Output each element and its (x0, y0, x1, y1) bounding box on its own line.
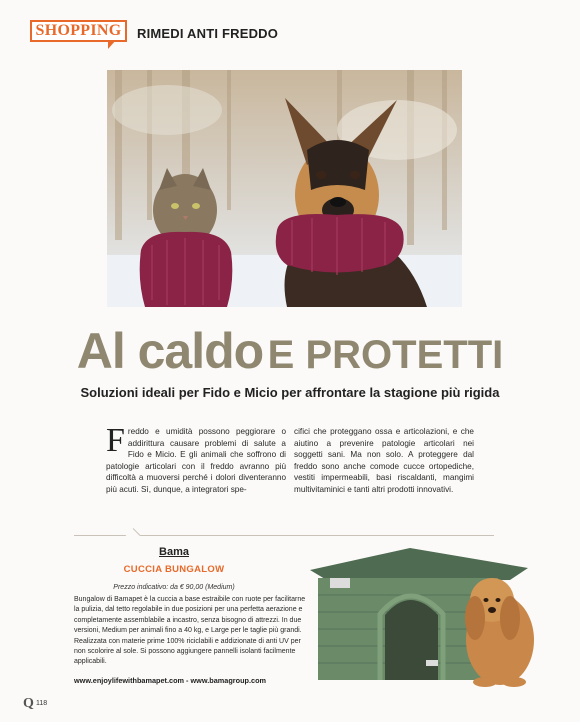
headline-part2: E PROTETTI (267, 333, 504, 377)
product-brand: Bama (159, 546, 189, 558)
subtitle: Soluzioni ideali per Fido e Micio per affrontare la stagione più rigida (80, 385, 500, 400)
shopping-badge-label: SHOPPING (35, 22, 122, 39)
product-name: CUCCIA BUNGALOW (123, 564, 225, 575)
product-description: Bungalow di Bamapet è la cuccia a base estraibile con ruote per facilitarne la pulizia, dal tetto regolabile in due posizioni per una perfetta aerazione e completamente assemblabile a incastro, senza bisogno di attrezzi. In due versioni, Medium per animali fino a 40 kg, e Large per le taglie più grandi. Realizzata con materie prime 100% riciclabili e addizionate di anti UV per non scolorire al sole. Si possono aggiungere pannelli isolanti facilmente applicabili. (74, 596, 306, 666)
divider-notch (126, 528, 141, 543)
drop-cap: F (106, 422, 125, 459)
article-column-2-text: cifici che proteggano ossa e articolazioni, e che aiutino a prevenire patologie articolari nei soggetti sani. Ma non solo. A proteggere dal freddo sono anche comode cucce ortopediche, vestiti impermeabili, basi riscaldanti, mangimi multivitaminici e tanti altri prodotti innovativi. (294, 427, 474, 494)
article-column-1 (106, 422, 286, 496)
article-column-2 (294, 426, 474, 496)
headline-part1: Al caldo (76, 323, 264, 379)
section-title: RIMEDI ANTI FREDDO (137, 26, 279, 41)
shopping-badge (30, 20, 127, 42)
product-price: Prezzo indicativo: da € 90,00 (Medium) (113, 584, 235, 591)
magazine-logo: Q (23, 696, 34, 711)
badge-speech-tail (108, 40, 116, 49)
headline (0, 322, 580, 380)
kennel-with-dog-photo (300, 540, 540, 690)
article-column-1-text: reddo e umidità possono peggiorare o addirittura causare problemi di salute a Fido e Micio. E gli animali che soffrono di patologie articolari con il freddo avranno più difficoltà a muoversi perché i dolori diventeranno più acuti. Sì, dunque, a integratori spe- (106, 427, 286, 494)
page-footer (23, 698, 63, 712)
hero-photo-cat-dog-scarves (107, 70, 462, 307)
product-website[interactable]: www.enjoylifewithbamapet.com - www.bamagroup.com (74, 676, 267, 685)
page-number: 118 (36, 700, 48, 707)
